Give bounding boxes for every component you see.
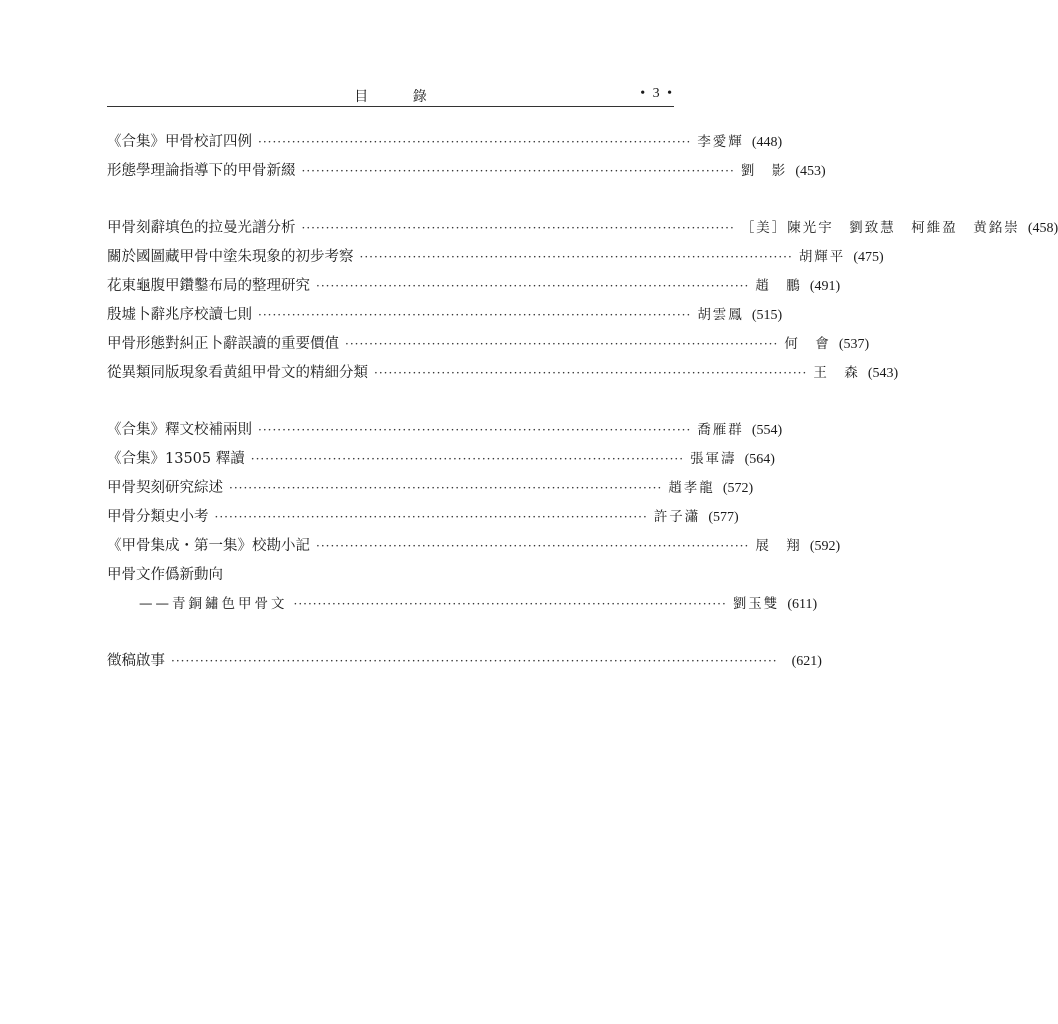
dot-leader: ·························································································· (301, 164, 735, 178)
group-gap (107, 390, 674, 418)
entry-page: (537) (838, 337, 870, 352)
dot-leader: ·························································································· (316, 539, 750, 553)
entry-author: 胡輝平 (798, 249, 846, 265)
running-head-title: 目 錄 (354, 89, 447, 105)
dot-leader: ·························································································· (214, 510, 648, 524)
entry-author: 胡雲鳳 (697, 307, 744, 323)
dot-leader: ·························································································· (229, 481, 663, 495)
entry-author: 劉 影 (740, 163, 788, 179)
entry-title: 從異類同版現象看黄組甲骨文的精細分類 (107, 365, 368, 381)
group-gap (107, 621, 674, 649)
entry-title: 《合集》13505 釋讀 (107, 451, 245, 467)
entry-page: (621) (791, 654, 822, 669)
dot-leader: ·························································································· (345, 337, 779, 351)
entry-title: 關於國圖藏甲骨中塗朱現象的初步考察 (107, 249, 354, 265)
entry-page: (554) (751, 423, 783, 438)
dot-leader: ·························································································· (374, 366, 808, 380)
toc-entry-subtitle[interactable] (107, 592, 818, 621)
entry-title: 甲骨分類史小考 (107, 509, 209, 525)
toc-entry[interactable] (107, 303, 783, 332)
toc-entry[interactable] (107, 476, 754, 505)
entry-author: 喬雁群 (697, 422, 744, 438)
entry-author: 趙孝龍 (668, 480, 715, 496)
page-number: • 3 • (640, 86, 674, 101)
group-gap (107, 188, 674, 216)
entry-page: (543) (867, 366, 899, 381)
toc-entry[interactable] (107, 130, 783, 159)
entry-title: 《合集》釋文校補兩則 (107, 422, 252, 438)
entry-author: 張軍濤 (690, 451, 737, 467)
table-of-contents (107, 130, 1058, 678)
dot-leader: ·························································································· (301, 221, 735, 235)
toc-entry[interactable] (107, 563, 674, 592)
dot-leader: ·························································································· (293, 597, 727, 611)
dot-leader: ·························································································· (316, 279, 750, 293)
entry-author: 劉玉雙 (732, 596, 780, 612)
toc-entry[interactable] (107, 216, 1058, 245)
entry-title: 花東龜腹甲鑽鑿布局的整理研究 (107, 278, 310, 294)
entry-title: 甲骨契刻研究綜述 (107, 480, 223, 496)
toc-entry[interactable] (107, 274, 841, 303)
entry-title: 甲骨文作僞新動向 (107, 567, 223, 583)
toc-entry[interactable] (107, 418, 783, 447)
entry-author: 李愛輝 (697, 134, 744, 150)
entry-author: 何 會 (784, 336, 831, 352)
entry-title: ——青銅鏽色甲骨文 (139, 596, 288, 612)
entry-title: 甲骨形態對糾正卜辭誤讀的重要價值 (107, 336, 339, 352)
toc-entry[interactable] (107, 505, 739, 534)
toc-entry[interactable] (107, 245, 884, 274)
entry-title: 徵稿啟事 (107, 653, 165, 669)
entry-page: (515) (751, 308, 783, 323)
entry-page: (592) (809, 539, 841, 554)
entry-title: 甲骨刻辭填色的拉曼光譜分析 (107, 220, 296, 236)
entry-title: 形態學理論指導下的甲骨新綴 (107, 163, 296, 179)
entry-page: (475) (853, 250, 884, 265)
dot-leader: ·························································································· (258, 308, 692, 322)
entry-page: (577) (708, 510, 739, 525)
toc-entry[interactable] (107, 361, 899, 390)
entry-title: 《甲骨集成・第一集》校勘小記 (107, 538, 310, 554)
running-head (107, 84, 674, 107)
entry-title: 《合集》甲骨校訂四例 (107, 134, 252, 150)
entry-page: (458) (1027, 221, 1058, 236)
entry-page: (572) (722, 481, 754, 496)
entry-page: (611) (787, 597, 818, 612)
toc-entry[interactable] (107, 332, 870, 361)
entry-page: (448) (751, 135, 783, 150)
toc-entry[interactable] (107, 159, 826, 188)
dot-leader: ·························································································· (258, 135, 692, 149)
entry-page: (453) (795, 164, 826, 179)
dot-leader: ······························································································································ (171, 654, 778, 668)
toc-entry[interactable] (107, 534, 841, 563)
dot-leader: ·························································································· (250, 452, 685, 466)
toc-entry[interactable] (107, 649, 822, 678)
entry-author: ［美］陳光宇 劉致慧 柯維盈 黄銘崇 (740, 220, 1020, 236)
toc-entry[interactable] (107, 447, 775, 476)
entry-page: (564) (744, 452, 775, 467)
entry-author: 許子瀟 (653, 509, 701, 525)
entry-author: 王 森 (813, 365, 860, 381)
dot-leader: ·························································································· (258, 423, 692, 437)
entry-page: (491) (809, 279, 841, 294)
dot-leader: ·························································································· (359, 250, 793, 264)
entry-author: 趙 鵬 (755, 278, 802, 294)
entry-title: 殷墟卜辭兆序校讀七則 (107, 307, 252, 323)
entry-author: 展 翔 (755, 538, 802, 554)
